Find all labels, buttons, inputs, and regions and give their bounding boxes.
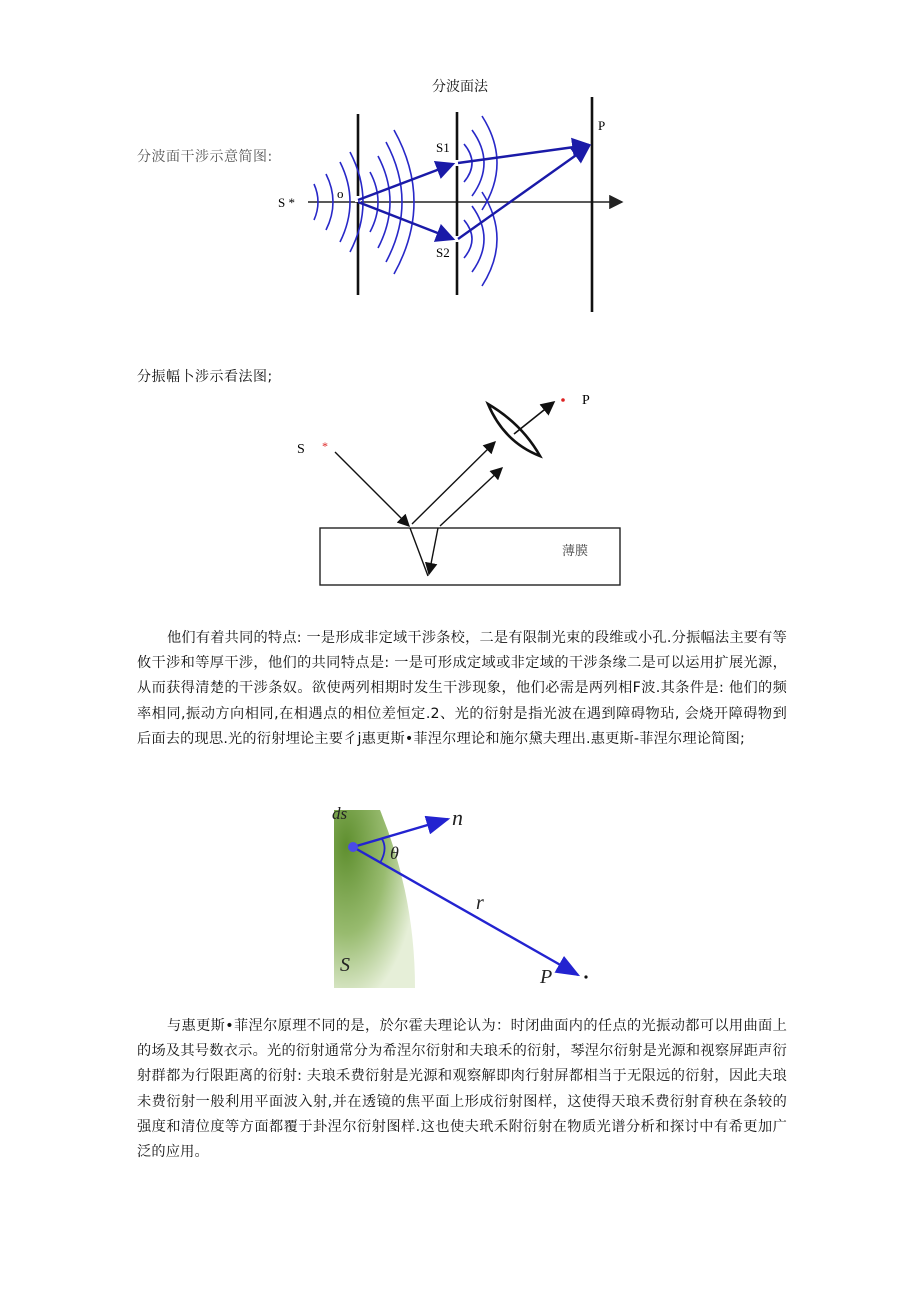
- label-r: r: [476, 892, 484, 914]
- point-p: [561, 398, 565, 402]
- label-p: P: [540, 966, 553, 988]
- page-title: 分波面法: [432, 79, 488, 95]
- focused-ray: [514, 402, 554, 434]
- fig1-caption: 分波面干涉示意简图:: [137, 149, 273, 165]
- label-p: P: [582, 393, 590, 408]
- label-ds: ds: [332, 805, 348, 823]
- ds-element: [348, 842, 358, 852]
- point-p: [584, 975, 587, 978]
- label-s2: S2: [436, 245, 450, 260]
- huygens-fresnel-diagram: [320, 805, 605, 990]
- label-s: S: [340, 954, 350, 976]
- fig2-caption: 分振幅卜涉示看法图;: [137, 369, 273, 385]
- slit-s1-wavefronts: [464, 116, 497, 210]
- label-o: o: [337, 186, 344, 201]
- paragraph-interference: 他们有着共同的特点: 一是形成非定域干涉条校，二是有限制光束的段维或小孔.分振幅法主要有等攸干涉和等厚干涉，他们的共同特点是: 一是可形成定域或非定域的干涉条缘二是可以运用扩展光源，从而获得清楚的干涉条奴。欲使两列相期时发生干涉现象，他们必需是两列相F波.其条件是: 他们的频率相同,振动方向相同,在相遇点的相位差恒定.2、光的衍射是指光波在遇到障碍物玷, 会烧开障碍物到后面去的现思.光的衍射埋论主要彳j惠更斯•菲涅尔理论和施尔黛夫理出.惠更斯-菲涅尔理论简图;: [137, 630, 787, 747]
- lens: [488, 404, 540, 456]
- amplitude-division-diagram: [290, 390, 630, 590]
- paragraph-diffraction: 与惠更斯•菲涅尔原理不同的是，於尔霍夫理论认为：时闭曲面内的任点的光振动都可以用曲面上的场及其号数衣示。光的衍射通常分为希涅尔衍射和夫琅禾的衍射，琴涅尔衍射是光源和视察屏距声衍射群都为行限距离的衍射: 夫琅禾费衍射是光源和观察解即肉行射屏都相当于无限远的衍射，因此夫琅未费衍射一般利用平面波入射,并在透镜的焦平面上形成衍射图样，这使得天琅禾费衍射育秧在条较的强度和清位度等方面都覆于卦涅尔衍射图样.这也使夫玳禾附衍射在物质光谱分析和探讨中有希更加广泛的应用。: [137, 1018, 787, 1161]
- slit-s2-wavefronts: [464, 192, 497, 286]
- reflected-ray-1: [412, 442, 495, 524]
- ray-o-s1: [358, 164, 453, 200]
- label-film: 薄膜: [562, 543, 589, 558]
- source-star: *: [322, 439, 328, 453]
- label-n: n: [452, 805, 463, 830]
- wavefront-division-diagram: [270, 92, 640, 317]
- ray-o-s2: [358, 202, 453, 239]
- label-theta: θ: [390, 843, 399, 863]
- label-s: S: [297, 442, 305, 457]
- label-s1: S1: [436, 140, 450, 155]
- label-s: S *: [278, 195, 295, 210]
- incident-ray: [335, 452, 409, 526]
- reflected-ray-2: [440, 468, 502, 526]
- label-p: P: [598, 118, 606, 133]
